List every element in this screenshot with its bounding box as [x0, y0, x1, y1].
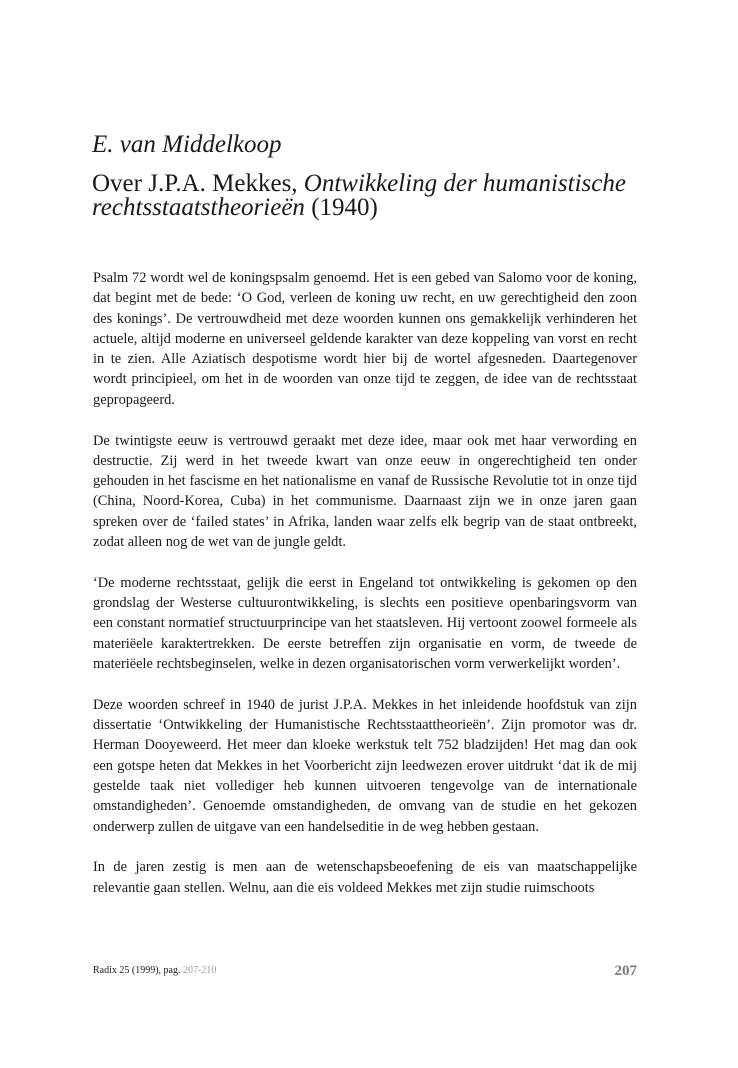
citation-footer — [93, 965, 216, 976]
footer-pages: 207-210 — [183, 965, 217, 976]
paragraph: ‘De moderne rechtsstaat, gelijk die eerst in Engeland tot ontwikkeling is gekomen op den grondslag der Westerse cultuurontwikkeling, is slechts een positieve openbaringsvorm van een constant normatief structuurprincipe van het staatsleven. Hij vertoont zoowel formeele als materiëele karaktertrekken. De eerste betreffen zijn organisatie en vorm, de tweede de materiëele rechtsbeginselen, welke in dezen organisatorischen vorm verwerkelijkt worden’. — [93, 574, 637, 673]
paragraph: In de jaren zestig is men aan de wetenschapsbeoefening de eis van maatschappelijke relevantie gaan stellen. Welnu, aan die eis voldeed Mekkes met zijn studie ruimschoots — [93, 859, 637, 896]
title-prefix: Over J.P.A. Mekkes, — [92, 170, 304, 197]
article-body — [93, 268, 637, 919]
paragraph: Psalm 72 wordt wel de koningspsalm genoemd. Het is een gebed van Salomo voor de koning, dat begint met de bede: ‘O God, verleen de koning uw recht, en uw gerechtigheid den zoon des konings’. De vertrouwdheid met deze woorden kunnen ons gemakkelijk verhinderen het actuele, altijd moderne en universeel geldende karakter van deze koppeling van vorst en recht in te zien. Alle Aziatisch despotisme wordt hier bij de wortel afgesneden. Daartegenover wordt principieel, om het in de woorden van onze tijd te zeggen, de idee van de rechtsstaat gepropageerd. — [93, 270, 637, 408]
title-suffix: (1940) — [304, 194, 378, 221]
paragraph: De twintigste eeuw is vertrouwd geraakt met deze idee, maar ook met haar verwording en destructie. Zij werd in het tweede kwart van onze eeuw in ongerechtigheid ten onder gehouden in het fascisme en het nationalisme en vanaf de Russische Revolutie tot in onze tijd (China, Noord-Korea, Cuba) in het communisme. Daarnaast zijn we in onze jaren gaan spreken over de ‘failed states’ in Afrika, landen waar zelfs elk begrip van de staat ontbreekt, zodat alleen nog de wet van de jungle geldt. — [93, 432, 637, 551]
title-italic: Ontwikkeling der humanistische rechtsstaatstheorieën — [92, 170, 626, 221]
footer-source: Radix 25 (1999), pag. — [93, 965, 183, 976]
author-name: E. van Middelkoop — [92, 131, 282, 158]
page-number: 207 — [614, 963, 637, 979]
article-title — [92, 172, 652, 220]
paragraph: Deze woorden schreef in 1940 de jurist J.P.A. Mekkes in het inleidende hoofdstuk van zijn dissertatie ‘Ontwikkeling der Humanistische Rechtsstaattheorieën’. Zijn promotor was dr. Herman Dooyeweerd. Het meer dan kloeke werkstuk telt 752 bladzijden! Het mag dan ook een gotspe heten dat Mekkes in het Voorbericht zijn leedwezen erover uitdrukt ‘dat ik de mij gestelde taak niet vollediger heb kunnen uitvoeren tengevolge van de internationale omstandigheden’. Genoemde omstandigheden, de omvang van de studie en het gekozen onderwerp zullen de uitgave van een handelseditie in de weg hebben gestaan. — [93, 696, 637, 835]
